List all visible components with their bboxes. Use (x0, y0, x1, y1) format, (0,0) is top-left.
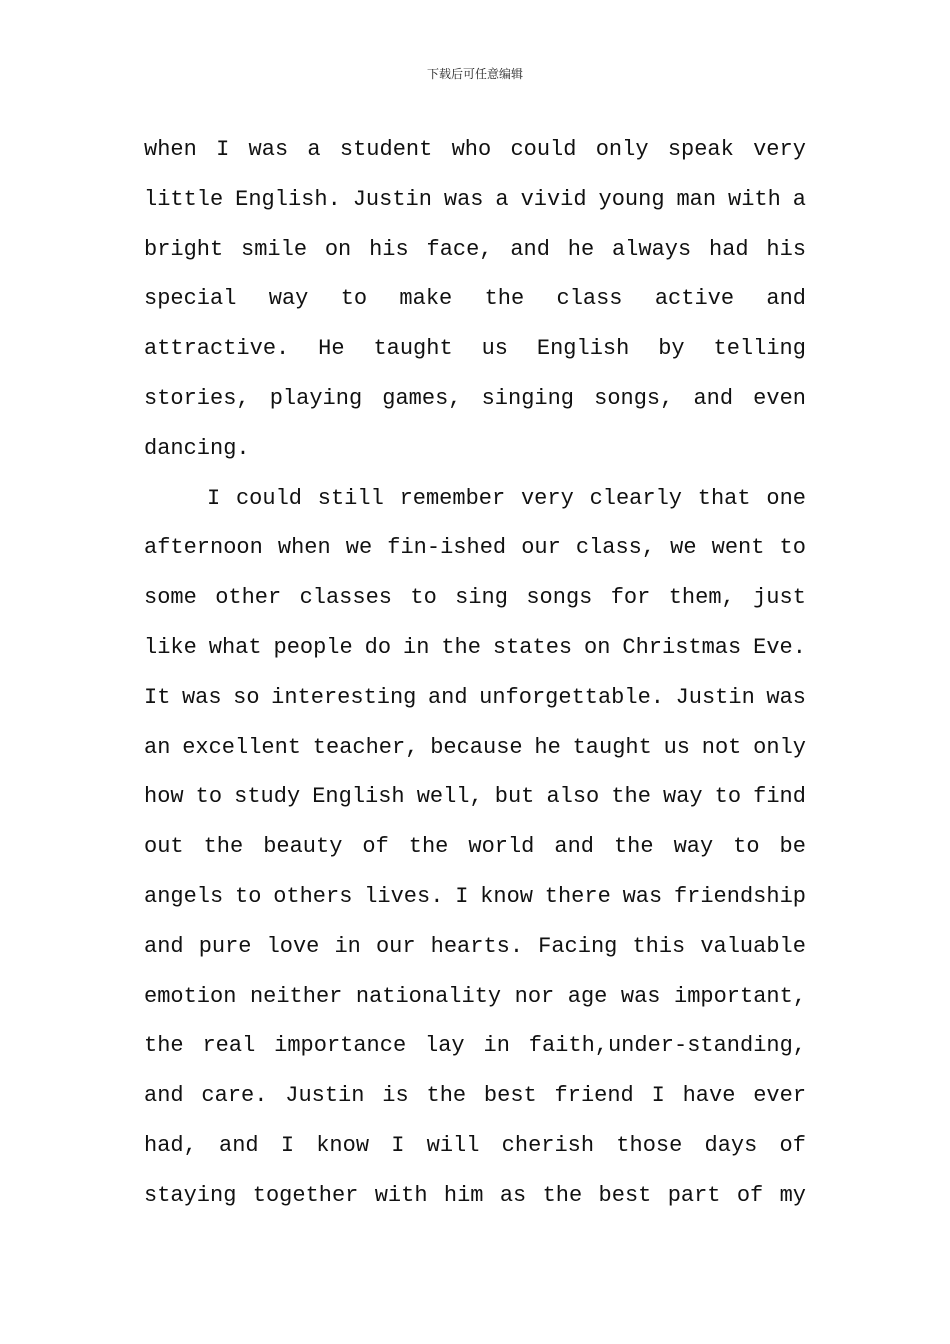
text-line: the real importance lay in faith,under-standing, (144, 1033, 807, 1059)
text-line: some other classes to sing songs for them, just (144, 585, 806, 611)
text-line: emotion neither nationality nor age was important, (144, 983, 807, 1009)
body-text (144, 125, 806, 1221)
text-line: had, and I know I will cherish those days of (144, 1132, 806, 1158)
text-line: staying together with him as the best part of my (144, 1182, 807, 1208)
text-line: dancing. (144, 435, 250, 461)
text-line: how to study English well, but also the way to find (144, 784, 806, 810)
text-line: I could still remember very clearly that one (207, 485, 806, 511)
text-line: special way to make the class active and (144, 286, 806, 312)
text-line: out the beauty of the world and the way to be (144, 834, 806, 860)
text-line: little English. Justin was a vivid young man with a (144, 186, 806, 212)
text-line: stories, playing games, singing songs, and even (144, 385, 806, 411)
text-line: attractive. He taught us English by telling (144, 336, 806, 362)
text-line: when I was a student who could only speak very (144, 137, 806, 162)
text-line: like what people do in the states on Christmas Eve. (144, 634, 806, 660)
text-line: angels to others lives. I know there was friendship (144, 883, 806, 909)
paragraph-2 (144, 474, 806, 1221)
text-line: and pure love in our hearts. Facing this valuable (144, 933, 806, 959)
paragraph-1 (144, 125, 806, 474)
page-header: 下载后可任意编辑 (426, 67, 523, 81)
text-line: bright smile on his face, and he always had his (144, 236, 807, 262)
text-line: afternoon when we fin-ished our class, we went to (144, 535, 806, 561)
text-line: It was so interesting and unforgettable. Justin was (144, 684, 806, 710)
text-line: and care. Justin is the best friend I have ever (144, 1083, 807, 1109)
text-line: an excellent teacher, because he taught us not only (144, 734, 806, 760)
